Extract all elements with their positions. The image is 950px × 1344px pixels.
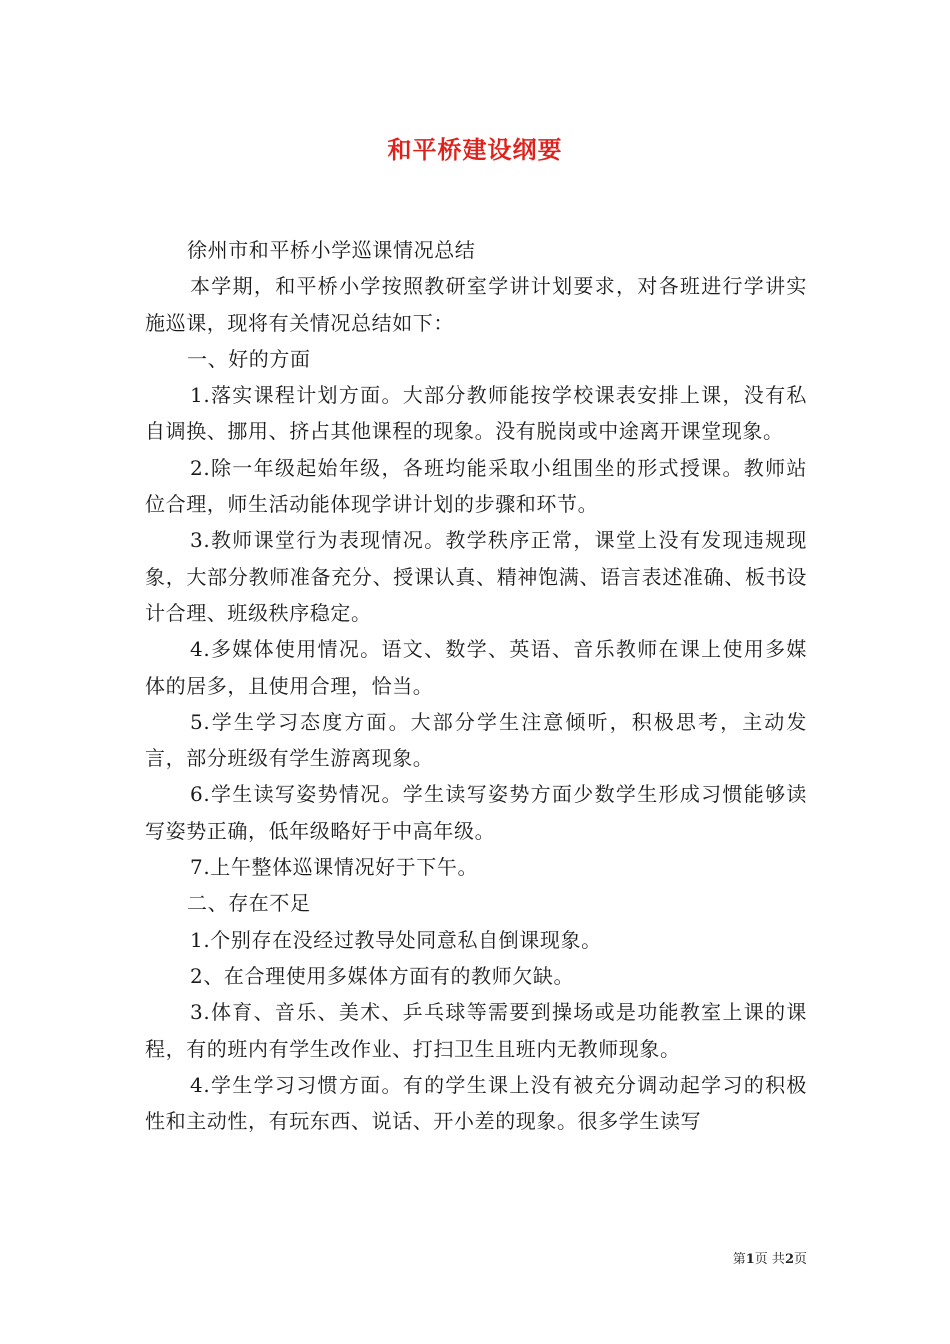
paragraph-item: 3.体育、音乐、美术、乒乓球等需要到操场或是功能教室上课的课程，有的班内有学生改作业、打扫卫生且班内无教师现象。: [145, 1000, 807, 1061]
paragraph-item: 1.个别存在没经过教导处同意私自倒课现象。: [190, 927, 602, 952]
section-heading-weaknesses: 二、存在不足: [187, 891, 311, 916]
paragraph-item: 4.学生学习习惯方面。有的学生课上没有被充分调动起学习的积极性和主动性，有玩东西、说话、开小差的现象。很多学生读写: [145, 1072, 807, 1134]
document-title: 和平桥建设纲要: [387, 135, 563, 164]
footer-middle: 页 共: [754, 1252, 785, 1267]
paragraph-item: 2、在合理使用多媒体方面有的教师欠缺。: [190, 963, 575, 988]
paragraph-item: 5.学生学习态度方面。大部分学生注意倾听，积极思考，主动发言，部分班级有学生游离现象。: [145, 709, 807, 771]
paragraph-item: 3.教师课堂行为表现情况。教学秩序正常，课堂上没有发现违规现象，大部分教师准备充分、授课认真、精神饱满、语言表述准确、板书设计合理、班级秩序稳定。: [145, 528, 807, 625]
section-heading-strengths: 一、好的方面: [187, 346, 311, 371]
paragraph-item: 1.落实课程计划方面。大部分教师能按学校课表安排上课，没有私自调换、挪用、挤占其他课程的现象。没有脱岗或中途离开课堂现象。: [145, 383, 807, 444]
footer-prefix: 第: [732, 1252, 746, 1267]
footer-suffix: 页: [793, 1252, 807, 1267]
current-page-number: 1: [745, 1252, 755, 1267]
paragraph-item: 2.除一年级起始年级，各班均能采取小组围坐的形式授课。教师站位合理，师生活动能体现学讲计划的步骤和环节。: [145, 455, 807, 517]
document-body: [145, 232, 807, 1139]
paragraph-intro: 本学期，和平桥小学按照教研室学讲计划要求，对各班进行学讲实施巡课，现将有关情况总结如下：: [145, 274, 807, 335]
paragraph-item: 4.多媒体使用情况。语文、数学、英语、音乐教师在课上使用多媒体的居多，且使用合理，恰当。: [145, 637, 807, 698]
paragraph-item: 6.学生读写姿势情况。学生读写姿势方面少数学生形成习惯能够读写姿势正确，低年级略好于中高年级。: [145, 782, 807, 843]
total-pages-number: 2: [784, 1252, 794, 1267]
paragraph-item: 7.上午整体巡课情况好于下午。: [190, 855, 479, 880]
paragraph-subtitle: 徐州市和平桥小学巡课情况总结: [187, 238, 476, 262]
page-footer: [733, 1248, 807, 1267]
